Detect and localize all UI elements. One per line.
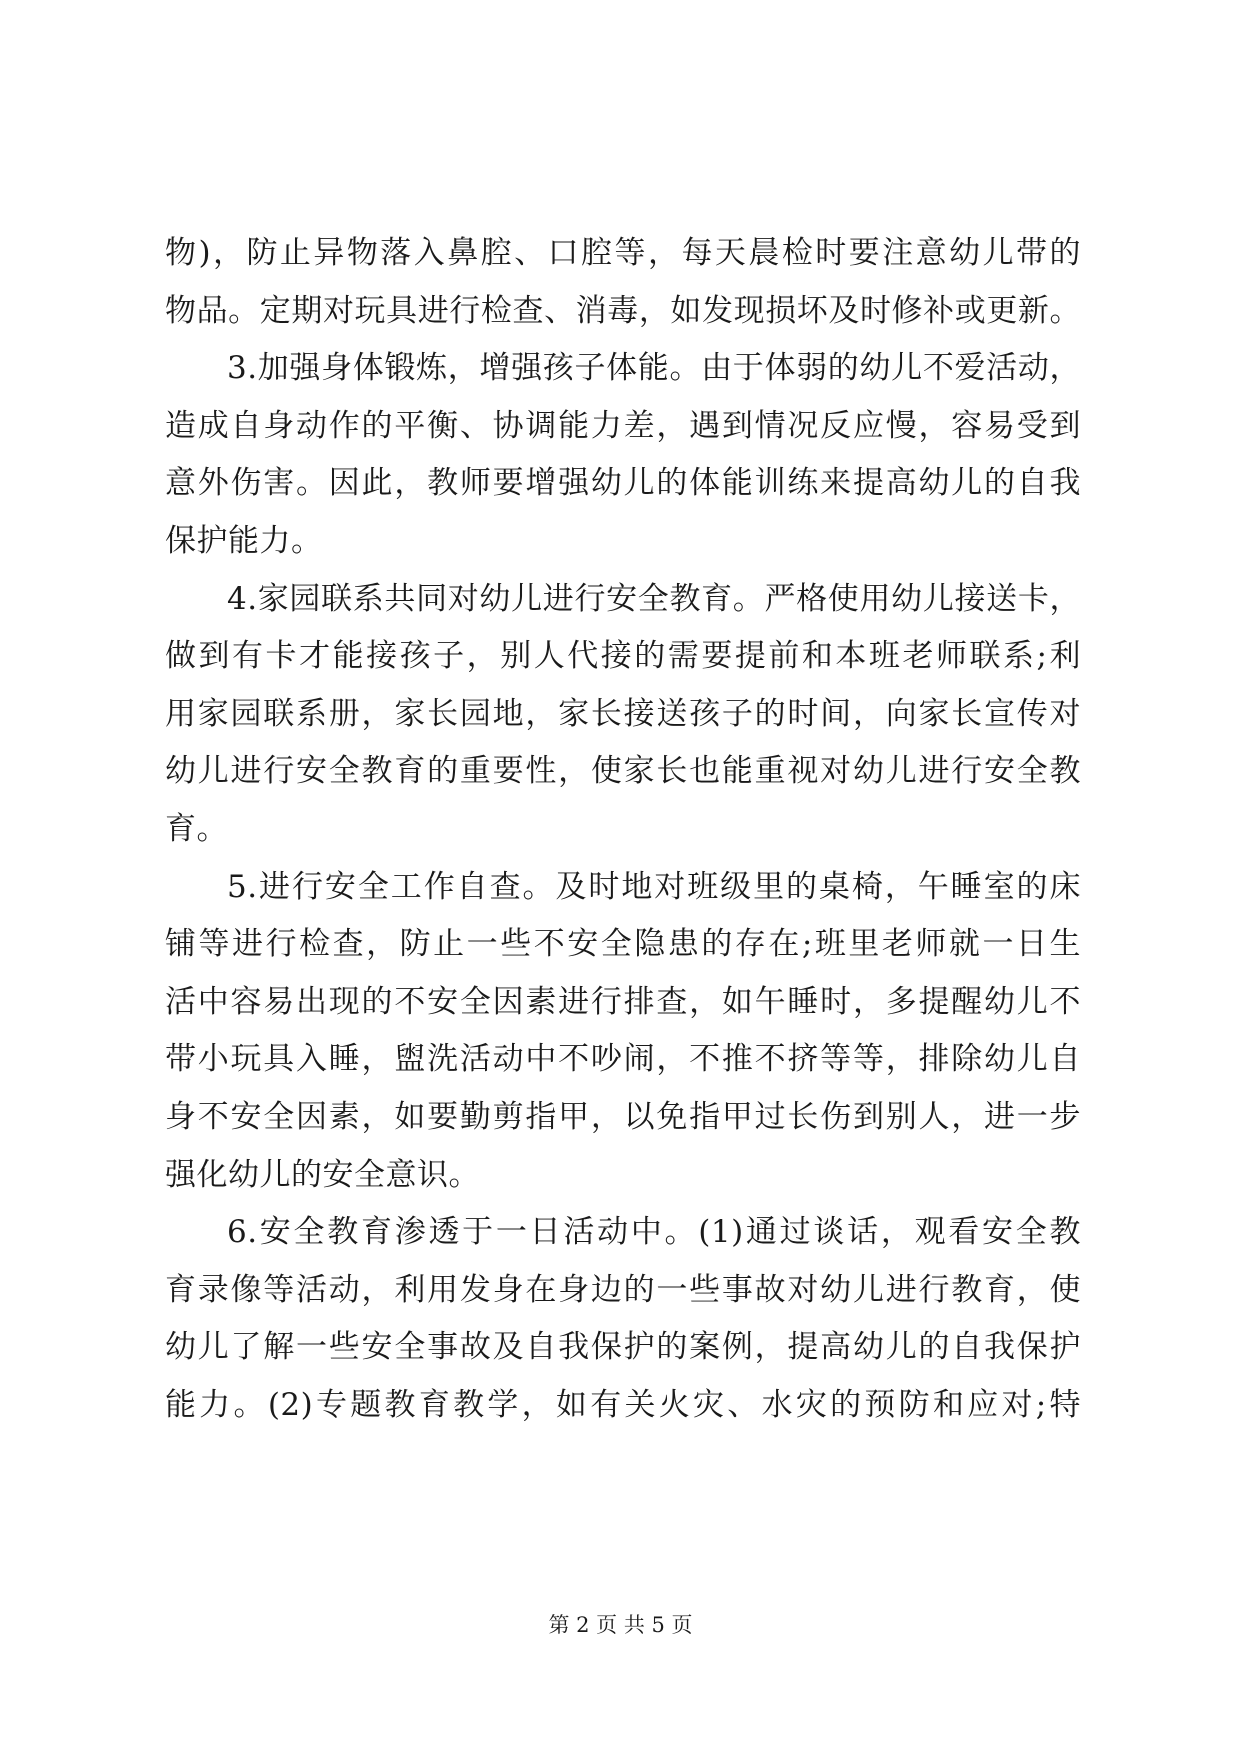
text-line: 用家园联系册，家长园地，家长接送孩子的时间，向家长宣传对 bbox=[165, 695, 1081, 732]
text-line: 育录像等活动，利用发身在身边的一些事故对幼儿进行教育，使 bbox=[165, 1271, 1081, 1308]
text-line: 造成自身动作的平衡、协调能力差，遇到情况反应慢，容易受到 bbox=[165, 407, 1081, 444]
text-line: 身不安全因素，如要勤剪指甲，以免指甲过长伤到别人，进一步 bbox=[165, 1098, 1081, 1135]
text-line: 活中容易出现的不安全因素进行排查，如午睡时，多提醒幼儿不 bbox=[165, 983, 1081, 1020]
text-line: 保护能力。 bbox=[165, 522, 323, 559]
paragraph bbox=[165, 571, 1081, 859]
page-number-footer: 第 2 页 共 5 页 bbox=[548, 1613, 693, 1637]
text-line: 物品。定期对玩具进行检查、消毒，如发现损坏及时修补或更新。 bbox=[165, 292, 1081, 329]
text-line: 3.加强身体锻炼，增强孩子体能。由于体弱的幼儿不爱活动， bbox=[227, 350, 1081, 387]
text-line: 幼儿了解一些安全事故及自我保护的案例，提高幼儿的自我保护 bbox=[165, 1329, 1081, 1366]
text-line: 铺等进行检查，防止一些不安全隐患的存在;班里老师就一日生 bbox=[165, 926, 1081, 963]
text-line: 能力。(2)专题教育教学，如有关火灾、水灾的预防和应对;特 bbox=[165, 1386, 1081, 1423]
text-line: 意外伤害。因此，教师要增强幼儿的体能训练来提高幼儿的自我 bbox=[165, 465, 1081, 502]
text-line: 5.进行安全工作自查。及时地对班级里的桌椅，午睡室的床 bbox=[227, 868, 1081, 905]
paragraph bbox=[165, 859, 1081, 1205]
document-body bbox=[165, 225, 1081, 1434]
text-line: 育。 bbox=[165, 810, 228, 847]
text-line: 带小玩具入睡，盥洗活动中不吵闹，不推不挤等等，排除幼儿自 bbox=[165, 1041, 1081, 1078]
text-line: 物)，防止异物落入鼻腔、口腔等，每天晨检时要注意幼儿带的 bbox=[165, 235, 1081, 271]
paragraph bbox=[165, 225, 1081, 340]
text-line: 做到有卡才能接孩子，别人代接的需要提前和本班老师联系;利 bbox=[165, 638, 1081, 675]
text-line: 强化幼儿的安全意识。 bbox=[165, 1156, 480, 1193]
text-line: 6.安全教育渗透于一日活动中。(1)通过谈话，观看安全教 bbox=[227, 1214, 1081, 1251]
text-line: 4.家园联系共同对幼儿进行安全教育。严格使用幼儿接送卡， bbox=[227, 580, 1081, 617]
paragraph bbox=[165, 1204, 1081, 1434]
paragraph bbox=[165, 340, 1081, 570]
text-line: 幼儿进行安全教育的重要性，使家长也能重视对幼儿进行安全教 bbox=[165, 753, 1081, 790]
